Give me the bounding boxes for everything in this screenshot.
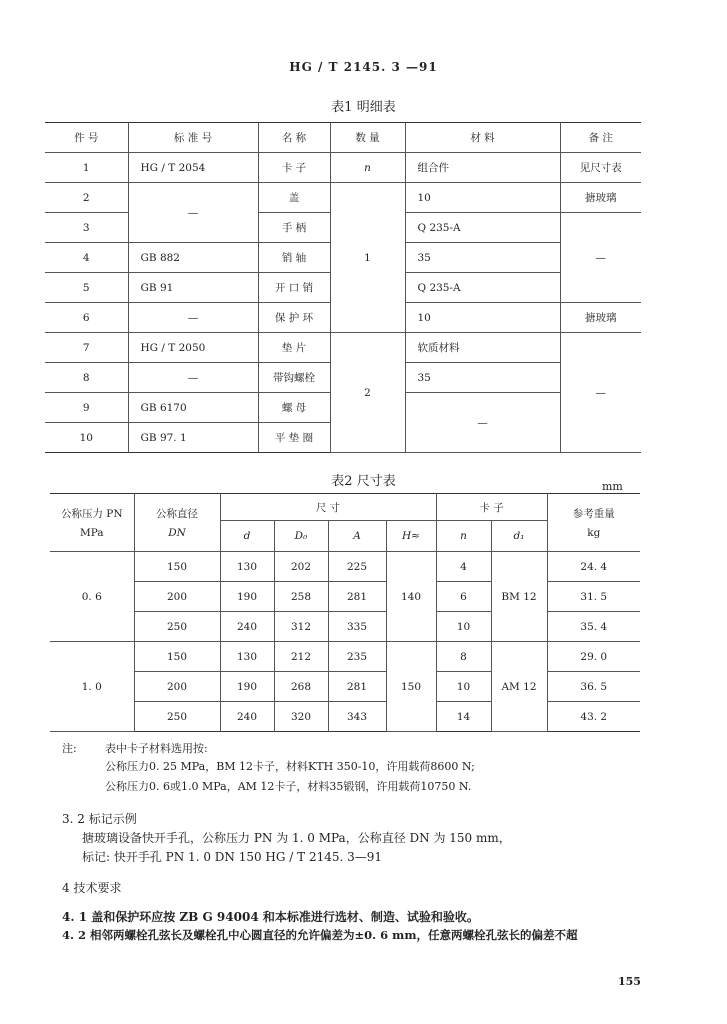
remark: 搪玻璃 [560, 303, 641, 333]
pressure-cell: 0. 6 [50, 552, 134, 642]
weight-cell: 43. 2 [547, 702, 640, 732]
part-no: 6 [45, 303, 128, 333]
d0-cell: 258 [274, 582, 328, 612]
material: 10 [405, 303, 560, 333]
material: 软质材料 [405, 333, 560, 363]
d-cell: 130 [220, 552, 274, 582]
part-name: 手 柄 [258, 213, 330, 243]
table-row [50, 552, 640, 582]
remark: — [560, 213, 641, 303]
weight-cell: 36. 5 [547, 672, 640, 702]
table2-caption: 表2 尺寸表 [331, 474, 396, 489]
table-row [50, 612, 640, 642]
section-4-2: 4. 2 相邻两螺栓孔弦长及螺栓孔中心圆直径的允许偏差为±0. 6 mm，任意两螺栓孔弦长的偏差不超 [62, 928, 578, 942]
weight-cell: 31. 5 [547, 582, 640, 612]
h-cell: 140 [386, 552, 436, 642]
quantity: n [330, 153, 405, 183]
part-no: 2 [45, 183, 128, 213]
header-cell: 数 量 [330, 123, 405, 153]
d0-cell: 212 [274, 642, 328, 672]
header-dn-symbol: DN [168, 527, 186, 539]
weight-cell: 35. 4 [547, 612, 640, 642]
note-line-3: 公称压力0. 6或1.0 MPa，AM 12卡子，材料35锻钢，许用载荷10750 N. [105, 780, 472, 793]
dn-cell: 150 [134, 642, 220, 672]
quantity: 2 [330, 333, 405, 453]
n-cell: 10 [436, 672, 491, 702]
part-name: 盖 [258, 183, 330, 213]
part-name: 开 口 销 [258, 273, 330, 303]
material: Q 235-A [405, 213, 560, 243]
pressure-cell: 1. 0 [50, 642, 134, 732]
a-cell: 343 [328, 702, 386, 732]
header-cell: 件 号 [45, 123, 128, 153]
part-no: 10 [45, 423, 128, 453]
table-row [45, 153, 641, 183]
d-cell: 240 [220, 702, 274, 732]
standard-no: — [128, 303, 258, 333]
standard-no: GB 6170 [128, 393, 258, 423]
d1-cell: AM 12 [491, 642, 547, 732]
header-clamp: 卡 子 [436, 494, 547, 521]
table-row [50, 642, 640, 672]
standard-no: GB 882 [128, 243, 258, 273]
header-a: A [328, 521, 386, 552]
n-cell: 14 [436, 702, 491, 732]
table-row [45, 333, 641, 363]
table-header-row [50, 494, 640, 521]
section-4-title: 4 技术要求 [62, 881, 122, 895]
d-cell: 130 [220, 642, 274, 672]
d-cell: 190 [220, 672, 274, 702]
dn-cell: 200 [134, 672, 220, 702]
standard-no: GB 97. 1 [128, 423, 258, 453]
table2-unit: mm [602, 480, 623, 493]
header-cell: 备 注 [560, 123, 641, 153]
section-3-2-line-2: 标记: 快开手孔 PN 1. 0 DN 150 HG / T 2145. 3—91 [82, 850, 383, 864]
note-label: 注: [62, 742, 77, 755]
table-row [50, 672, 640, 702]
table1-caption: 表1 明细表 [331, 100, 396, 115]
n-cell: 6 [436, 582, 491, 612]
header-d1: d₁ [491, 521, 547, 552]
header-pn [50, 494, 134, 552]
header-weight [547, 494, 640, 552]
remark: 见尺寸表 [560, 153, 641, 183]
d-cell: 240 [220, 612, 274, 642]
part-name: 带钩螺栓 [258, 363, 330, 393]
standard-no: GB 91 [128, 273, 258, 303]
header-pn-label: 公称压力 PN [60, 508, 123, 520]
note-line-2: 公称压力0. 25 MPa，BM 12卡子，材料KTH 350-10，许用载荷8600 N; [105, 760, 475, 773]
h-cell: 150 [386, 642, 436, 732]
material: 10 [405, 183, 560, 213]
d-cell: 190 [220, 582, 274, 612]
part-name: 垫 片 [258, 333, 330, 363]
note-line-1: 表中卡子材料选用按: [105, 742, 208, 755]
table-row [50, 582, 640, 612]
remark: 搪玻璃 [560, 183, 641, 213]
header-cell: 名 称 [258, 123, 330, 153]
material: 35 [405, 243, 560, 273]
part-no: 4 [45, 243, 128, 273]
dn-cell: 200 [134, 582, 220, 612]
material: 组合件 [405, 153, 560, 183]
part-no: 7 [45, 333, 128, 363]
n-cell: 8 [436, 642, 491, 672]
header-dimensions: 尺 寸 [220, 494, 436, 521]
header-h: H≈ [386, 521, 436, 552]
header-dn-label: 公称直径 [156, 508, 198, 520]
part-name: 销 轴 [258, 243, 330, 273]
weight-cell: 24. 4 [547, 552, 640, 582]
header-cell: 标 准 号 [128, 123, 258, 153]
part-no: 5 [45, 273, 128, 303]
part-no: 3 [45, 213, 128, 243]
section-3-2-line-1: 搪玻璃设备快开手孔，公称压力 PN 为 1. 0 MPa，公称直径 DN 为 150 mm， [82, 831, 511, 845]
standard-no: — [128, 363, 258, 393]
dimension-table [50, 493, 640, 732]
table-header-row [45, 123, 641, 153]
d1-cell: BM 12 [491, 552, 547, 642]
page-number: 155 [618, 975, 641, 988]
dn-cell: 150 [134, 552, 220, 582]
part-no: 8 [45, 363, 128, 393]
header-dn [134, 494, 220, 552]
table-row [45, 183, 641, 213]
header-cell: 材 料 [405, 123, 560, 153]
a-cell: 225 [328, 552, 386, 582]
header-d: d [220, 521, 274, 552]
d0-cell: 320 [274, 702, 328, 732]
d0-cell: 312 [274, 612, 328, 642]
a-cell: 281 [328, 582, 386, 612]
standard-no: HG / T 2054 [128, 153, 258, 183]
material: — [405, 393, 560, 453]
header-d0: D₀ [274, 521, 328, 552]
a-cell: 335 [328, 612, 386, 642]
material: Q 235-A [405, 273, 560, 303]
standard-no: HG / T 2050 [128, 333, 258, 363]
weight-cell: 29. 0 [547, 642, 640, 672]
remark: — [560, 333, 641, 453]
standard-no-merged: — [128, 183, 258, 243]
section-3-2-title: 3. 2 标记示例 [62, 812, 137, 826]
n-cell: 4 [436, 552, 491, 582]
part-name: 平 垫 圈 [258, 423, 330, 453]
parts-list-table [45, 122, 641, 453]
table-row [50, 702, 640, 732]
d0-cell: 202 [274, 552, 328, 582]
part-name: 保 护 环 [258, 303, 330, 333]
part-name: 螺 母 [258, 393, 330, 423]
quantity: 1 [330, 183, 405, 333]
part-no: 1 [45, 153, 128, 183]
part-name: 卡 子 [258, 153, 330, 183]
document-header: HG / T 2145. 3 —91 [289, 60, 438, 74]
a-cell: 281 [328, 672, 386, 702]
section-4-1: 4. 1 盖和保护环应按 ZB G 94004 和本标准进行选材、制造、试验和验收。 [62, 910, 479, 924]
header-weight-unit: kg [587, 527, 601, 539]
dn-cell: 250 [134, 702, 220, 732]
n-cell: 10 [436, 612, 491, 642]
dn-cell: 250 [134, 612, 220, 642]
a-cell: 235 [328, 642, 386, 672]
part-no: 9 [45, 393, 128, 423]
d0-cell: 268 [274, 672, 328, 702]
header-weight-label: 参考重量 [572, 508, 615, 520]
material: 35 [405, 363, 560, 393]
header-pn-unit: MPa [79, 527, 104, 539]
header-n: n [436, 521, 491, 552]
